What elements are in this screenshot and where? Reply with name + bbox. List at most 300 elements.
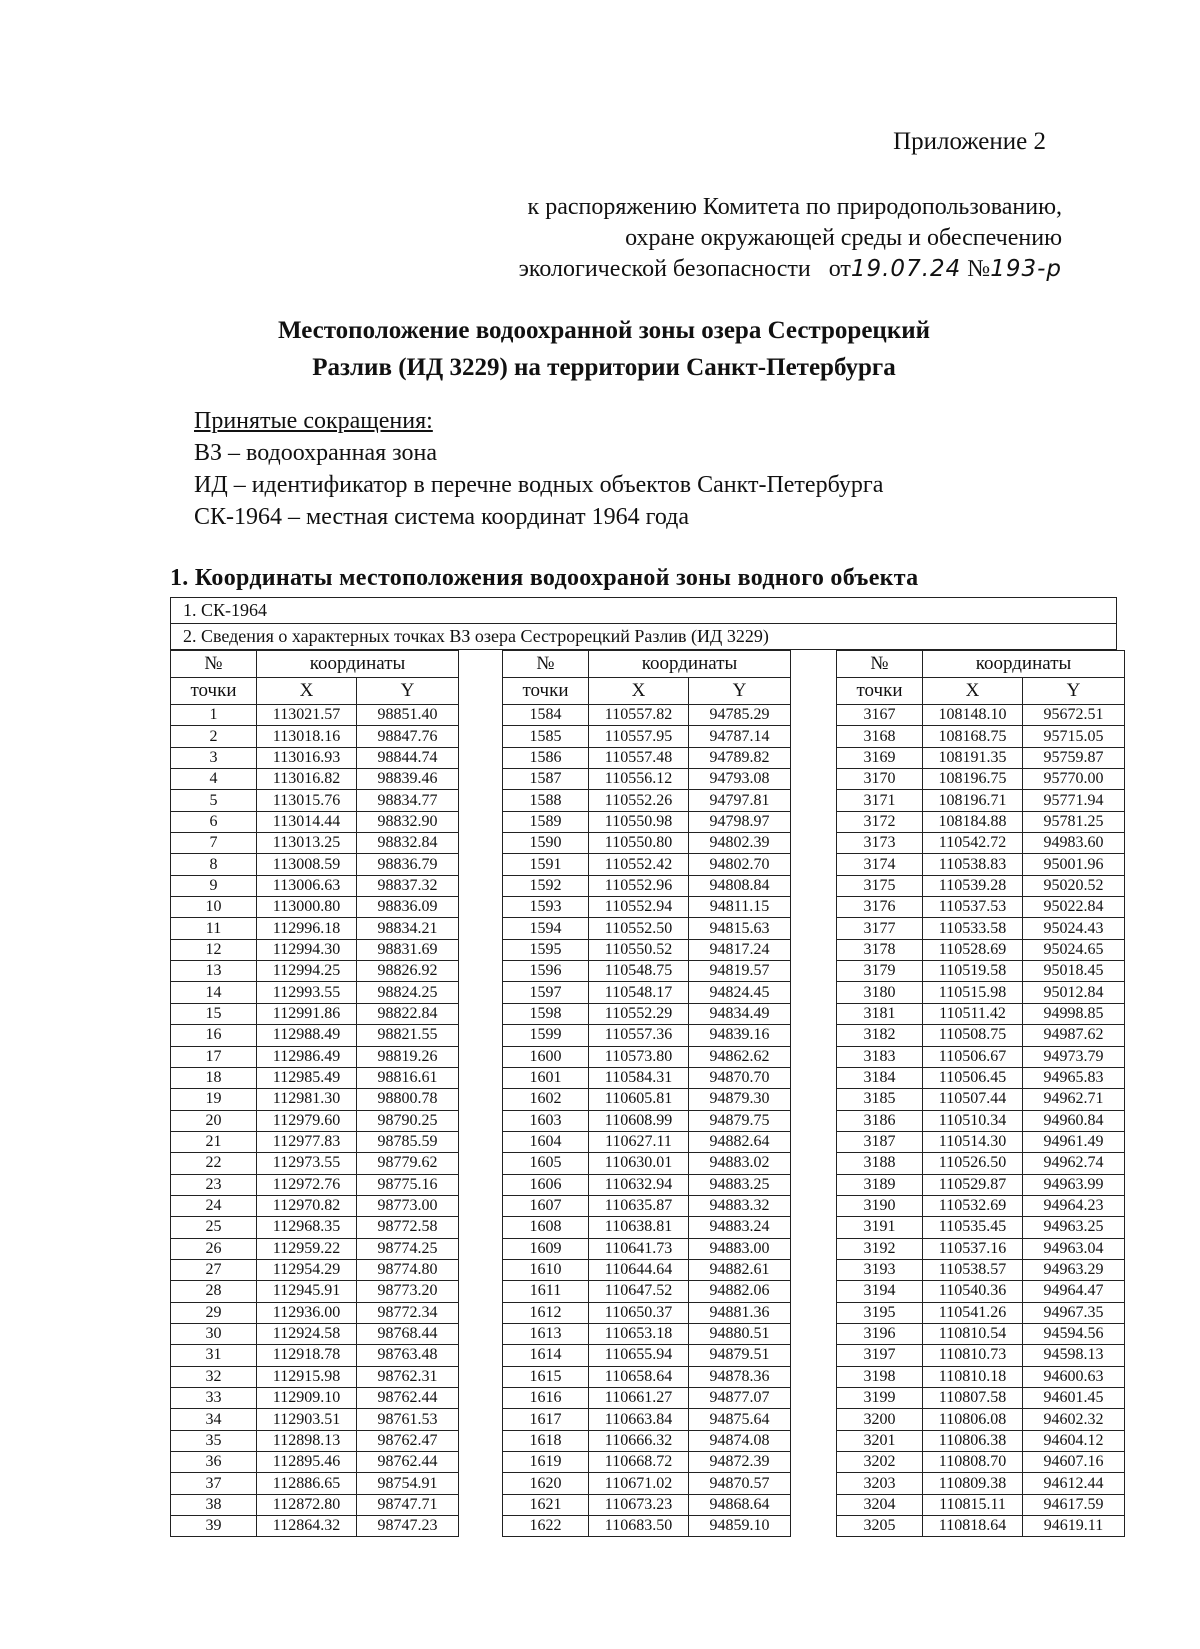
y-coordinate-cell: 95781.25 xyxy=(1023,811,1125,832)
point-number-cell: 3176 xyxy=(837,897,923,918)
y-coordinate-cell: 98774.25 xyxy=(357,1238,459,1259)
point-number-cell: 19 xyxy=(171,1089,257,1110)
point-number-cell: 3174 xyxy=(837,854,923,875)
table-row xyxy=(503,1281,791,1302)
y-coordinate-cell: 94961.49 xyxy=(1023,1131,1125,1152)
table-row xyxy=(503,897,791,918)
point-number-cell: 3170 xyxy=(837,769,923,790)
table-row xyxy=(503,1046,791,1067)
x-coordinate-cell: 110644.64 xyxy=(589,1259,689,1280)
y-coordinate-cell: 94879.51 xyxy=(689,1345,791,1366)
y-coordinate-cell: 98839.46 xyxy=(357,769,459,790)
y-coordinate-cell: 95020.52 xyxy=(1023,875,1125,896)
x-coordinate-cell: 113016.82 xyxy=(257,769,357,790)
y-coordinate-cell: 94874.08 xyxy=(689,1430,791,1451)
table-row xyxy=(171,854,459,875)
x-coordinate-cell: 112985.49 xyxy=(257,1067,357,1088)
table-row xyxy=(837,1281,1125,1302)
point-number-cell: 3177 xyxy=(837,918,923,939)
y-coordinate-cell: 94819.57 xyxy=(689,961,791,982)
x-coordinate-cell: 112895.46 xyxy=(257,1452,357,1473)
point-number-cell: 1607 xyxy=(503,1195,589,1216)
x-coordinate-cell: 113008.59 xyxy=(257,854,357,875)
point-number-cell: 1622 xyxy=(503,1516,589,1537)
x-coordinate-cell: 112988.49 xyxy=(257,1025,357,1046)
table-row xyxy=(171,1259,459,1280)
title-line-1: Местоположение водоохранной зоны озера Сестрорецкий xyxy=(277,317,931,344)
table-row xyxy=(171,918,459,939)
x-coordinate-cell: 110557.82 xyxy=(589,705,689,726)
y-coordinate-cell: 94868.64 xyxy=(689,1494,791,1515)
x-coordinate-cell: 110535.45 xyxy=(923,1217,1023,1238)
y-coordinate-cell: 94879.30 xyxy=(689,1089,791,1110)
x-coordinate-cell: 112968.35 xyxy=(257,1217,357,1238)
y-coordinate-cell: 94617.59 xyxy=(1023,1494,1125,1515)
table-row xyxy=(837,1238,1125,1259)
x-coordinate-cell: 110552.94 xyxy=(589,897,689,918)
table-row xyxy=(171,982,459,1003)
y-coordinate-cell: 94883.32 xyxy=(689,1195,791,1216)
point-number-cell: 3201 xyxy=(837,1430,923,1451)
y-coordinate-cell: 94602.32 xyxy=(1023,1409,1125,1430)
y-coordinate-cell: 95022.84 xyxy=(1023,897,1125,918)
point-number-cell: 3199 xyxy=(837,1388,923,1409)
y-coordinate-cell: 94797.81 xyxy=(689,790,791,811)
point-number-cell: 39 xyxy=(171,1516,257,1537)
x-coordinate-cell: 110542.72 xyxy=(923,833,1023,854)
abbreviations-heading: Принятые сокращения: xyxy=(194,408,433,434)
x-coordinate-cell: 110683.50 xyxy=(589,1516,689,1537)
y-coordinate-cell: 98772.58 xyxy=(357,1217,459,1238)
point-number-cell: 3198 xyxy=(837,1366,923,1387)
y-coordinate-cell: 98762.47 xyxy=(357,1430,459,1451)
y-coordinate-cell: 94877.07 xyxy=(689,1388,791,1409)
table-row xyxy=(171,1345,459,1366)
y-coordinate-cell: 94789.82 xyxy=(689,747,791,768)
table-row xyxy=(837,790,1125,811)
x-coordinate-cell: 112959.22 xyxy=(257,1238,357,1259)
table-row xyxy=(837,961,1125,982)
table-row xyxy=(503,769,791,790)
x-coordinate-cell: 108196.71 xyxy=(923,790,1023,811)
point-number-cell: 1617 xyxy=(503,1409,589,1430)
abbreviation-item: СК-1964 – местная система координат 1964 года xyxy=(194,504,690,530)
point-number-cell: 3182 xyxy=(837,1025,923,1046)
table-row xyxy=(171,1046,459,1067)
decree-line-2: охране окружающей среды и обеспечению xyxy=(625,225,1062,251)
table-row xyxy=(837,1195,1125,1216)
table-row xyxy=(503,726,791,747)
table-row xyxy=(171,1110,459,1131)
x-coordinate-cell: 113018.16 xyxy=(257,726,357,747)
y-coordinate-cell: 94883.02 xyxy=(689,1153,791,1174)
point-number-cell: 1594 xyxy=(503,918,589,939)
table-row xyxy=(837,1174,1125,1195)
table-row xyxy=(503,1110,791,1131)
table-row xyxy=(171,875,459,896)
point-number-cell: 1611 xyxy=(503,1281,589,1302)
x-coordinate-cell: 110655.94 xyxy=(589,1345,689,1366)
x-coordinate-cell: 108148.10 xyxy=(923,705,1023,726)
point-number-cell: 35 xyxy=(171,1430,257,1451)
x-coordinate-cell: 110515.98 xyxy=(923,982,1023,1003)
table-row xyxy=(171,1089,459,1110)
point-number-cell: 3180 xyxy=(837,982,923,1003)
x-coordinate-cell: 110630.01 xyxy=(589,1153,689,1174)
decree-line-1: к распоряжению Комитета по природопользованию, xyxy=(527,194,1062,220)
header-y: Y xyxy=(689,678,791,705)
y-coordinate-cell: 98821.55 xyxy=(357,1025,459,1046)
point-number-cell: 3185 xyxy=(837,1089,923,1110)
x-coordinate-cell: 110548.17 xyxy=(589,982,689,1003)
x-coordinate-cell: 113021.57 xyxy=(257,705,357,726)
y-coordinate-cell: 94882.06 xyxy=(689,1281,791,1302)
y-coordinate-cell: 95672.51 xyxy=(1023,705,1125,726)
y-coordinate-cell: 98834.77 xyxy=(357,790,459,811)
x-coordinate-cell: 110815.11 xyxy=(923,1494,1023,1515)
point-number-cell: 1599 xyxy=(503,1025,589,1046)
table-row xyxy=(837,1345,1125,1366)
y-coordinate-cell: 94612.44 xyxy=(1023,1473,1125,1494)
point-number-cell: 3196 xyxy=(837,1323,923,1344)
y-coordinate-cell: 95759.87 xyxy=(1023,747,1125,768)
x-coordinate-cell: 110537.53 xyxy=(923,897,1023,918)
x-coordinate-cell: 110550.80 xyxy=(589,833,689,854)
table-row xyxy=(837,1494,1125,1515)
x-coordinate-cell: 110650.37 xyxy=(589,1302,689,1323)
y-coordinate-cell: 98816.61 xyxy=(357,1067,459,1088)
x-coordinate-cell: 110638.81 xyxy=(589,1217,689,1238)
point-number-cell: 36 xyxy=(171,1452,257,1473)
y-coordinate-cell: 98832.84 xyxy=(357,833,459,854)
point-number-cell: 34 xyxy=(171,1409,257,1430)
x-coordinate-cell: 112936.00 xyxy=(257,1302,357,1323)
y-coordinate-cell: 94859.10 xyxy=(689,1516,791,1537)
y-coordinate-cell: 94607.16 xyxy=(1023,1452,1125,1473)
table-row xyxy=(503,1302,791,1323)
x-coordinate-cell: 112909.10 xyxy=(257,1388,357,1409)
x-coordinate-cell: 112994.30 xyxy=(257,939,357,960)
point-number-cell: 3187 xyxy=(837,1131,923,1152)
point-number-cell: 3167 xyxy=(837,705,923,726)
x-coordinate-cell: 110647.52 xyxy=(589,1281,689,1302)
coordinates-table-2 xyxy=(502,650,791,1537)
y-coordinate-cell: 94834.49 xyxy=(689,1003,791,1024)
table-row xyxy=(503,918,791,939)
point-number-cell: 13 xyxy=(171,961,257,982)
table-row xyxy=(503,1195,791,1216)
x-coordinate-cell: 110506.67 xyxy=(923,1046,1023,1067)
x-coordinate-cell: 110533.58 xyxy=(923,918,1023,939)
table-row xyxy=(503,1089,791,1110)
x-coordinate-cell: 110584.31 xyxy=(589,1067,689,1088)
point-number-cell: 10 xyxy=(171,897,257,918)
x-coordinate-cell: 112886.65 xyxy=(257,1473,357,1494)
y-coordinate-cell: 98790.25 xyxy=(357,1110,459,1131)
y-coordinate-cell: 94881.36 xyxy=(689,1302,791,1323)
y-coordinate-cell: 94878.36 xyxy=(689,1366,791,1387)
point-number-cell: 3195 xyxy=(837,1302,923,1323)
y-coordinate-cell: 94880.51 xyxy=(689,1323,791,1344)
table-row xyxy=(171,1494,459,1515)
x-coordinate-cell: 113014.44 xyxy=(257,811,357,832)
y-coordinate-cell: 95715.05 xyxy=(1023,726,1125,747)
table-row xyxy=(171,705,459,726)
y-coordinate-cell: 98774.80 xyxy=(357,1259,459,1280)
point-number-cell: 1591 xyxy=(503,854,589,875)
x-coordinate-cell: 108191.35 xyxy=(923,747,1023,768)
table-row xyxy=(171,833,459,854)
number-prefix: № xyxy=(967,256,991,282)
x-coordinate-cell: 108168.75 xyxy=(923,726,1023,747)
y-coordinate-cell: 98826.92 xyxy=(357,961,459,982)
y-coordinate-cell: 98837.32 xyxy=(357,875,459,896)
point-number-cell: 9 xyxy=(171,875,257,896)
table-row xyxy=(503,1131,791,1152)
y-coordinate-cell: 94963.25 xyxy=(1023,1217,1125,1238)
table-row xyxy=(503,1217,791,1238)
point-number-cell: 23 xyxy=(171,1174,257,1195)
x-coordinate-cell: 110818.64 xyxy=(923,1516,1023,1537)
table-row xyxy=(171,939,459,960)
point-number-cell: 7 xyxy=(171,833,257,854)
y-coordinate-cell: 94983.60 xyxy=(1023,833,1125,854)
header-x: X xyxy=(589,678,689,705)
x-coordinate-cell: 113000.80 xyxy=(257,897,357,918)
x-coordinate-cell: 110632.94 xyxy=(589,1174,689,1195)
x-coordinate-cell: 110573.80 xyxy=(589,1046,689,1067)
x-coordinate-cell: 112918.78 xyxy=(257,1345,357,1366)
point-number-cell: 3202 xyxy=(837,1452,923,1473)
table-row xyxy=(503,1388,791,1409)
y-coordinate-cell: 94973.79 xyxy=(1023,1046,1125,1067)
point-number-cell: 3205 xyxy=(837,1516,923,1537)
x-coordinate-cell: 110511.42 xyxy=(923,1003,1023,1024)
y-coordinate-cell: 95024.65 xyxy=(1023,939,1125,960)
x-coordinate-cell: 110550.98 xyxy=(589,811,689,832)
x-coordinate-cell: 110668.72 xyxy=(589,1452,689,1473)
y-coordinate-cell: 94883.00 xyxy=(689,1238,791,1259)
x-coordinate-cell: 110552.50 xyxy=(589,918,689,939)
point-number-cell: 1 xyxy=(171,705,257,726)
y-coordinate-cell: 94964.47 xyxy=(1023,1281,1125,1302)
x-coordinate-cell: 110514.30 xyxy=(923,1131,1023,1152)
x-coordinate-cell: 110806.08 xyxy=(923,1409,1023,1430)
y-coordinate-cell: 94965.83 xyxy=(1023,1067,1125,1088)
header-x: X xyxy=(257,678,357,705)
point-number-cell: 3197 xyxy=(837,1345,923,1366)
table-row xyxy=(837,705,1125,726)
table-row xyxy=(837,833,1125,854)
x-coordinate-cell: 112979.60 xyxy=(257,1110,357,1131)
info-box xyxy=(170,597,1117,650)
table-row xyxy=(837,1131,1125,1152)
y-coordinate-cell: 98785.59 xyxy=(357,1131,459,1152)
x-coordinate-cell: 110506.45 xyxy=(923,1067,1023,1088)
x-coordinate-cell: 110510.34 xyxy=(923,1110,1023,1131)
y-coordinate-cell: 94960.84 xyxy=(1023,1110,1125,1131)
x-coordinate-cell: 112915.98 xyxy=(257,1366,357,1387)
x-coordinate-cell: 110810.18 xyxy=(923,1366,1023,1387)
x-coordinate-cell: 110806.38 xyxy=(923,1430,1023,1451)
date-prefix: от xyxy=(828,256,851,282)
point-number-cell: 3181 xyxy=(837,1003,923,1024)
y-coordinate-cell: 98747.71 xyxy=(357,1494,459,1515)
table-row xyxy=(837,982,1125,1003)
y-coordinate-cell: 94594.56 xyxy=(1023,1323,1125,1344)
table-row xyxy=(837,1430,1125,1451)
table-row xyxy=(171,811,459,832)
table-row xyxy=(503,1409,791,1430)
point-number-cell: 3171 xyxy=(837,790,923,811)
point-number-cell: 26 xyxy=(171,1238,257,1259)
y-coordinate-cell: 98851.40 xyxy=(357,705,459,726)
x-coordinate-cell: 110552.42 xyxy=(589,854,689,875)
point-number-cell: 1605 xyxy=(503,1153,589,1174)
point-number-cell: 18 xyxy=(171,1067,257,1088)
table-row xyxy=(503,1003,791,1024)
point-number-cell: 2 xyxy=(171,726,257,747)
point-number-cell: 37 xyxy=(171,1473,257,1494)
x-coordinate-cell: 112945.91 xyxy=(257,1281,357,1302)
table-row xyxy=(837,1153,1125,1174)
x-coordinate-cell: 110552.96 xyxy=(589,875,689,896)
x-coordinate-cell: 112973.55 xyxy=(257,1153,357,1174)
x-coordinate-cell: 112993.55 xyxy=(257,982,357,1003)
table-row xyxy=(171,747,459,768)
y-coordinate-cell: 94875.64 xyxy=(689,1409,791,1430)
table-row xyxy=(837,939,1125,960)
table-row xyxy=(503,1452,791,1473)
y-coordinate-cell: 94815.63 xyxy=(689,918,791,939)
x-coordinate-cell: 110526.50 xyxy=(923,1153,1023,1174)
point-number-cell: 3203 xyxy=(837,1473,923,1494)
point-number-cell: 3178 xyxy=(837,939,923,960)
table-row xyxy=(503,1259,791,1280)
y-coordinate-cell: 94808.84 xyxy=(689,875,791,896)
y-coordinate-cell: 94598.13 xyxy=(1023,1345,1125,1366)
x-coordinate-cell: 108196.75 xyxy=(923,769,1023,790)
decree-reference xyxy=(519,192,1062,285)
table-row xyxy=(503,833,791,854)
y-coordinate-cell: 98819.26 xyxy=(357,1046,459,1067)
table-row xyxy=(837,1366,1125,1387)
x-coordinate-cell: 110519.58 xyxy=(923,961,1023,982)
x-coordinate-cell: 112903.51 xyxy=(257,1409,357,1430)
section-heading: 1. Координаты местоположения водоохраной зоны водного объекта xyxy=(170,565,919,591)
table-row xyxy=(837,1302,1125,1323)
y-coordinate-cell: 94787.14 xyxy=(689,726,791,747)
table-row xyxy=(503,1430,791,1451)
point-number-cell: 3188 xyxy=(837,1153,923,1174)
point-number-cell: 3173 xyxy=(837,833,923,854)
point-number-cell: 5 xyxy=(171,790,257,811)
table-row xyxy=(837,1003,1125,1024)
x-coordinate-cell: 110528.69 xyxy=(923,939,1023,960)
header-coordinates: координаты xyxy=(257,651,459,678)
y-coordinate-cell: 98836.79 xyxy=(357,854,459,875)
y-coordinate-cell: 94839.16 xyxy=(689,1025,791,1046)
point-number-cell: 1619 xyxy=(503,1452,589,1473)
table-row xyxy=(837,875,1125,896)
y-coordinate-cell: 98761.53 xyxy=(357,1409,459,1430)
y-coordinate-cell: 98831.69 xyxy=(357,939,459,960)
point-number-cell: 14 xyxy=(171,982,257,1003)
point-number-cell: 21 xyxy=(171,1131,257,1152)
header-point: точки xyxy=(837,678,923,705)
y-coordinate-cell: 94962.71 xyxy=(1023,1089,1125,1110)
x-coordinate-cell: 110810.54 xyxy=(923,1323,1023,1344)
x-coordinate-cell: 110641.73 xyxy=(589,1238,689,1259)
table-row xyxy=(837,1409,1125,1430)
y-coordinate-cell: 94879.75 xyxy=(689,1110,791,1131)
x-coordinate-cell: 112970.82 xyxy=(257,1195,357,1216)
x-coordinate-cell: 110529.87 xyxy=(923,1174,1023,1195)
y-coordinate-cell: 98800.78 xyxy=(357,1089,459,1110)
table-row xyxy=(171,1174,459,1195)
coordinate-system-row: 1. СК-1964 xyxy=(183,600,268,620)
table-row xyxy=(503,939,791,960)
point-number-cell: 3186 xyxy=(837,1110,923,1131)
point-number-cell: 1597 xyxy=(503,982,589,1003)
table-row xyxy=(837,1025,1125,1046)
decree-line-3 xyxy=(519,254,1062,285)
x-coordinate-cell: 110541.26 xyxy=(923,1302,1023,1323)
table-row xyxy=(171,1302,459,1323)
point-number-cell: 28 xyxy=(171,1281,257,1302)
y-coordinate-cell: 98762.44 xyxy=(357,1388,459,1409)
table-row xyxy=(503,747,791,768)
y-coordinate-cell: 95024.43 xyxy=(1023,918,1125,939)
point-number-cell: 3175 xyxy=(837,875,923,896)
table-row xyxy=(171,1131,459,1152)
point-number-cell: 1593 xyxy=(503,897,589,918)
y-coordinate-cell: 94967.35 xyxy=(1023,1302,1125,1323)
table-row xyxy=(837,1217,1125,1238)
point-number-cell: 1606 xyxy=(503,1174,589,1195)
point-number-cell: 22 xyxy=(171,1153,257,1174)
table-row xyxy=(837,747,1125,768)
table-row xyxy=(171,1452,459,1473)
point-number-cell: 12 xyxy=(171,939,257,960)
y-coordinate-cell: 94963.04 xyxy=(1023,1238,1125,1259)
table-row xyxy=(837,1089,1125,1110)
x-coordinate-cell: 110556.12 xyxy=(589,769,689,790)
document-title xyxy=(200,312,1008,386)
x-coordinate-cell: 112986.49 xyxy=(257,1046,357,1067)
point-number-cell: 1610 xyxy=(503,1259,589,1280)
y-coordinate-cell: 98768.44 xyxy=(357,1323,459,1344)
header-coordinates: координаты xyxy=(589,651,791,678)
table-row xyxy=(503,1153,791,1174)
point-number-cell: 3193 xyxy=(837,1259,923,1280)
table-row xyxy=(171,1323,459,1344)
y-coordinate-cell: 94619.11 xyxy=(1023,1516,1125,1537)
point-number-cell: 3192 xyxy=(837,1238,923,1259)
points-info-row: 2. Сведения о характерных точках ВЗ озера Сестрорецкий Разлив (ИД 3229) xyxy=(171,623,1116,649)
x-coordinate-cell: 110605.81 xyxy=(589,1089,689,1110)
y-coordinate-cell: 94604.12 xyxy=(1023,1430,1125,1451)
x-coordinate-cell: 110507.44 xyxy=(923,1089,1023,1110)
table-row xyxy=(837,1516,1125,1537)
table-row xyxy=(503,1323,791,1344)
header-point: точки xyxy=(171,678,257,705)
point-number-cell: 3168 xyxy=(837,726,923,747)
point-number-cell: 1604 xyxy=(503,1131,589,1152)
point-number-cell: 3191 xyxy=(837,1217,923,1238)
table-row xyxy=(503,961,791,982)
point-number-cell: 1601 xyxy=(503,1067,589,1088)
